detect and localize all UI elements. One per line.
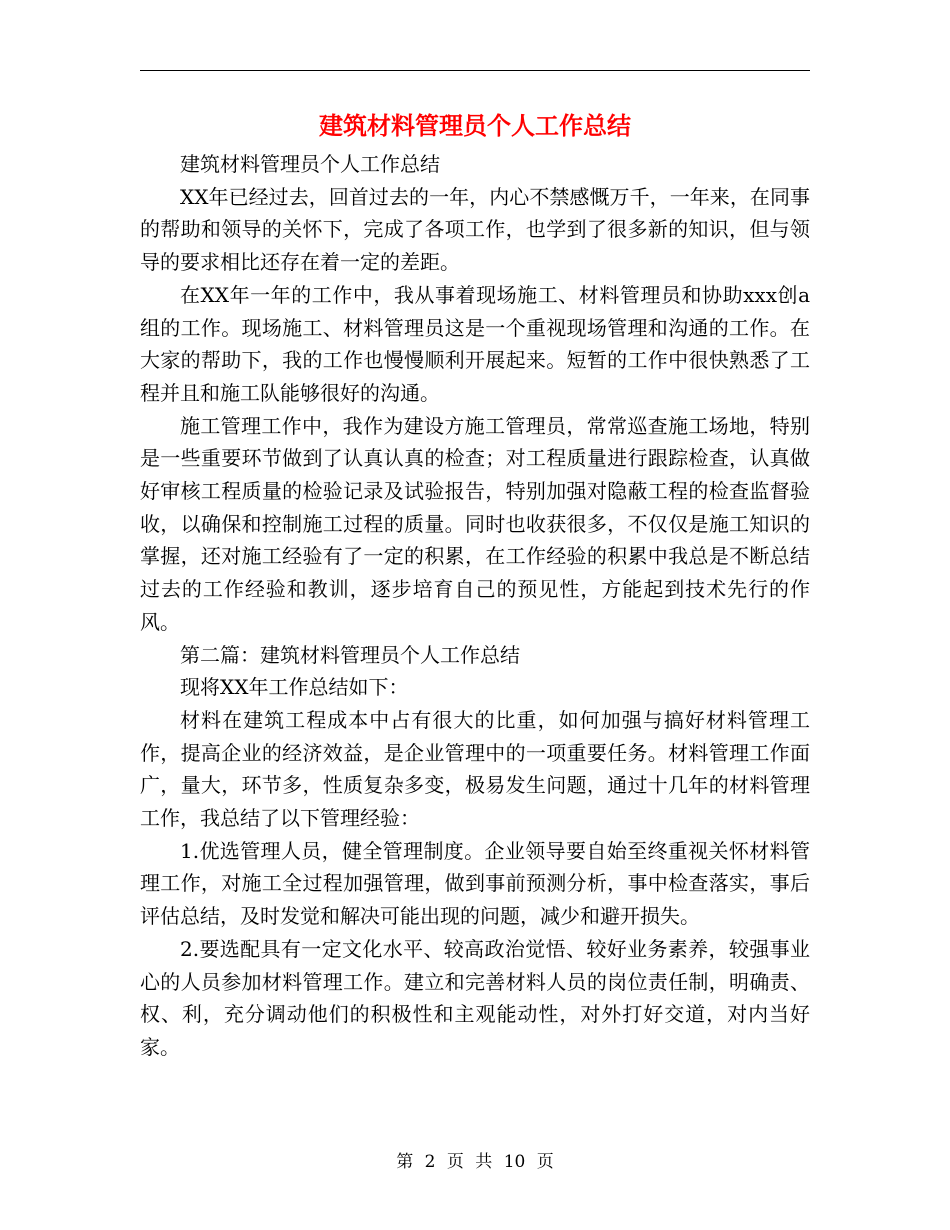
paragraph: 在XX年一年的工作中，我从事着现场施工、材料管理员和协助xxx创a组的工作。现场施工、材料管理员这是一个重视现场管理和沟通的工作。在大家的帮助下，我的工作也慢慢顺利开展起来。短暂的工作中很快熟悉了工程并且和施工队能够很好的沟通。: [140, 282, 810, 405]
paragraph-section-heading: 第二篇：建筑材料管理员个人工作总结: [180, 642, 520, 667]
paragraph: XX年已经过去，回首过去的一年，内心不禁感慨万千，一年来，在同事的帮助和领导的关怀下，完成了各项工作，也学到了很多新的知识，但与领导的要求相比还存在着一定的差距。: [140, 184, 810, 275]
document-body: [140, 148, 810, 1064]
paragraph: 1.优选管理人员，健全管理制度。企业领导要自始至终重视关怀材料管理工作，对施工全过程加强管理，做到事前预测分析，事中检查落实，事后评估总结，及时发觉和解决可能出现的问题，减少和避开损失。: [140, 838, 810, 929]
page-number-footer: 第 2 页 共 10 页: [396, 1152, 554, 1172]
header-rule: [140, 70, 810, 71]
document-title: 建筑材料管理员个人工作总结: [319, 112, 631, 140]
paragraph-subtitle: 建筑材料管理员个人工作总结: [180, 152, 440, 176]
paragraph: 2.要选配具有一定文化水平、较高政治觉悟、较好业务素养，较强事业心的人员参加材料管理工作。建立和完善材料人员的岗位责任制，明确责、权、利，充分调动他们的积极性和主观能动性，对外打好交道，对内当好家。: [140, 936, 810, 1059]
paragraph: 材料在建筑工程成本中占有很大的比重，如何加强与搞好材料管理工作，提高企业的经济效益，是企业管理中的一项重要任务。材料管理工作面广，量大，环节多，性质复杂多变，极易发生问题，通过十几年的材料管理工作，我总结了以下管理经验：: [140, 707, 810, 831]
paragraph: 施工管理工作中，我作为建设方施工管理员，常常巡查施工场地，特别是一些重要环节做到了认真认真的检查；对工程质量进行跟踪检查，认真做好审核工程质量的检验记录及试验报告，特别加强对隐蔽工程的检查监督验收，以确保和控制施工过程的质量。同时也收获很多，不仅仅是施工知识的掌握，还对施工经验有了一定的积累，在工作经验的积累中我总是不断总结过去的工作经验和教训，逐步培育自己的预见性，方能起到技术先行的作风。: [140, 413, 810, 634]
paragraph: 现将XX年工作总结如下：: [180, 675, 409, 700]
